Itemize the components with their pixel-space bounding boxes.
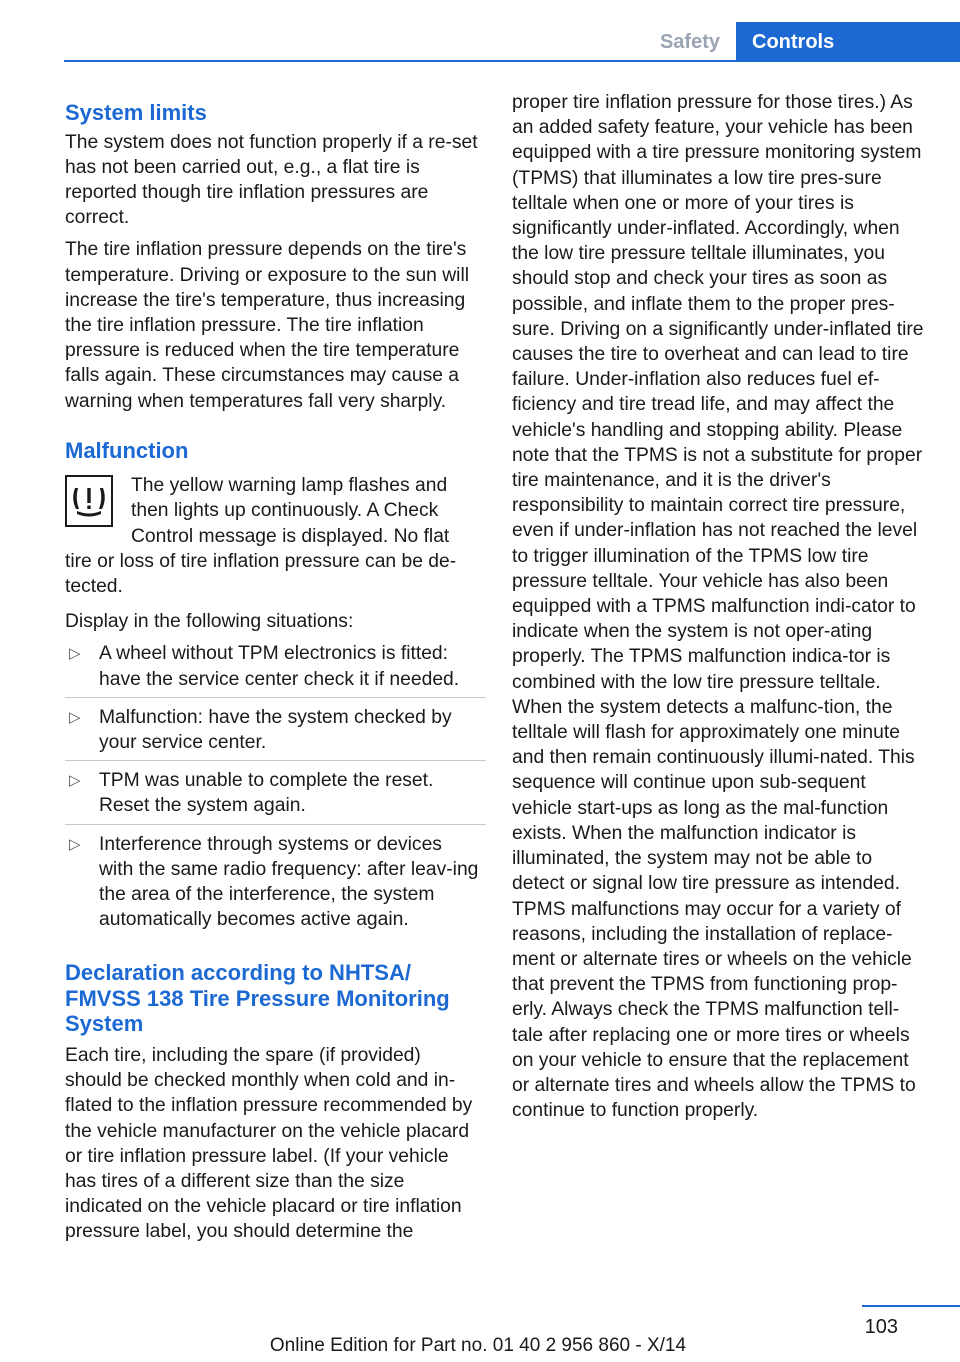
list-item: ▷ Interference through systems or devices with the same radio frequency: after leav-ing the area of the interference, the system automatically becomes active again. — [69, 833, 479, 931]
page-number: 103 — [864, 1316, 898, 1338]
heading-malfunction: Malfunction — [65, 437, 189, 463]
tire-pressure-warning-icon — [65, 475, 113, 527]
triangle-bullet-icon: ▷ — [69, 772, 81, 790]
tab-safety[interactable]: Safety — [659, 31, 720, 53]
paragraph: The system does not function properly if a re-set has not been carried out, e.g., a flat tire is reported though tire inflation pressures are correct. — [65, 131, 478, 229]
heading-system-limits: System limits — [65, 100, 207, 125]
right-column — [512, 90, 928, 1130]
list-item: ▷ A wheel without TPM electronics is fitted: have the service center check it if needed. — [65, 641, 480, 697]
triangle-bullet-icon: ▷ — [69, 708, 81, 726]
list-item: ▷ Malfunction: have the system checked by your service center. — [65, 705, 480, 761]
paragraph: The tire inflation pressure depends on the tire's temperature. Driving or exposure to the sun will increase the tire's temperature, thus increasing the tire inflation pressure. The tire inflation pressure is reduced when the tire temperature falls again. These circumstances may cause a warning when temperatures fall very sharply. — [65, 239, 470, 412]
paragraph: Display in the following situations: — [65, 611, 354, 633]
paragraph: The yellow warning lamp flashes and then lights up continuously. A Check Control message is displayed. No flat tire or loss of tire inflation pressure can be de-tected. — [65, 475, 457, 598]
triangle-bullet-icon: ▷ — [69, 835, 81, 853]
list-item: ▷ TPM was unable to complete the reset. Reset the system again. — [65, 768, 480, 824]
triangle-bullet-icon: ▷ — [69, 645, 81, 663]
situation-list — [65, 641, 480, 938]
paragraph: Each tire, including the spare (if provided) should be checked monthly when cold and in-flated to the inflation pressure recommended by the vehicle manufacturer on the vehicle placard or tire inflation pressure label. (If your vehicle has tires of a different size than the size indicated on the vehicle placard or tire inflation pressure label, you should determine the — [65, 1044, 473, 1243]
header-rule — [64, 60, 960, 62]
footer-rule — [862, 1305, 960, 1307]
tab-controls[interactable]: Controls — [736, 22, 960, 62]
left-column — [65, 100, 480, 1252]
paragraph: proper tire inflation pressure for those tires.) As an added safety feature, your vehicle has been equipped with a tire pressure monitoring system (TPMS) that illuminates a low tire pres-sure telltale when one or more of your tires is significantly under-inflated. Accordingly, when the low tire pressure telltale illuminates, you should stop and check your tires as soon as possible, and inflate them to the proper pres-sure. Driving on a significantly under-inflated tire causes the tire to overheat and can lead to tire failure. Under-inflation also reduces fuel ef-ficiency and tire tread life, and may affect the vehicle's handling and stopping ability. Please note that the TPMS is not a substitute for proper tire maintenance, and it is the driver's responsibility to maintain correct tire pressure, even if under-inflation has not reached the level to trigger illumination of the TPMS low tire pressure telltale. Your vehicle has also been equipped with a TPMS malfunction indi-cator to indicate when the system is not oper-ating properly. The TPMS malfunction indica-tor is combined with the low tire pressure telltale. When the system detects a malfunc-tion, the telltale will flash for approximately one minute and then remain continuously illumi-nated. This sequence will continue upon sub-sequent vehicle start-ups as long as the mal-function exists. When the malfunction indicator is illuminated, the system may not be able to detect or signal low tire pressure as intended. TPMS malfunctions may occur for a variety of reasons, including the installation of replace-ment or alternate tires or wheels on the vehicle that prevent the TPMS from functioning prop-erly. Always check the TPMS malfunction tell-tale after replacing one or more tires or wheels on your vehicle to ensure that the replacement or alternate tires and wheels allow the TPMS to continue to function properly. — [512, 92, 924, 1122]
heading-declaration: Declaration according to NHTSA/ FMVSS 138 Tire Pressure Monitoring System — [65, 960, 450, 1037]
edition-note: Online Edition for Part no. 01 40 2 956 860 - X/14 — [269, 1335, 687, 1356]
